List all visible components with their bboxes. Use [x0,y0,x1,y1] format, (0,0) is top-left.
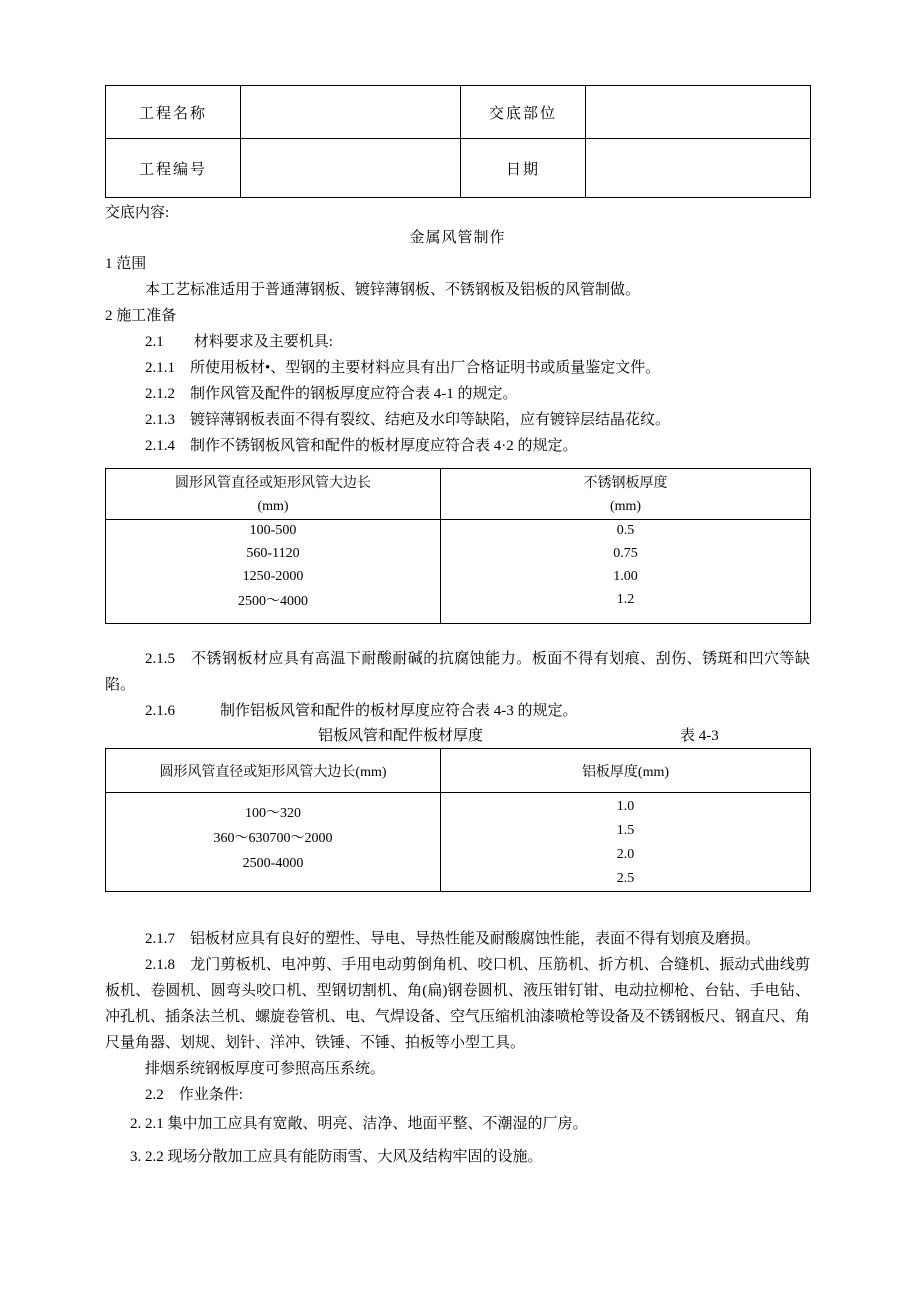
table-row [106,543,811,566]
paragraph-2-1-8: 2.1.8 龙门剪板机、电冲剪、手用电动剪倒角机、咬口机、压筋机、折方机、合缝机、振动式曲线剪板机、卷圆机、圆弯头咬口机、型钢切割机、角(扁)钢卷圆机、液压钳钉钳、电动拉柳枪、台钻、手电钻、冲孔机、插条法兰机、螺旋卷管机、电、气焊设备、空气压缩机油漆喷枪等设备及不锈钢板尺、钢直尺、角尺量角器、划规、划针、洋冲、铁锤、不锤、拍板等小型工具。 [105,957,811,1051]
table-43-caption: 铝板风管和配件板材厚度 [318,728,484,744]
table-cell-thickness: 1.2 [616,592,635,607]
table-cell-value: 1.0 [616,799,635,814]
table-cell-value: 360～630700～2000 [213,831,333,846]
paragraph-2-2-1: 2. 2.1 集中加工应具有宽敞、明亮、洁净、地面平整、不潮湿的厂房。 [130,1116,588,1132]
table-body-row [106,793,811,892]
document-title: 金属风管制作 [409,230,506,246]
project-number-value [241,139,461,198]
paragraph-2-2-2: 3. 2.2 现场分散加工应具有能防雨雪、大风及结构牢固的设施。 [130,1149,543,1165]
table-cell-thickness: 0.5 [616,523,635,539]
t42-col2-title: 不锈钢板厚度 [583,476,668,491]
table-padding-row [106,612,811,624]
table-row [106,589,811,612]
project-name-value [241,86,461,139]
preparation-heading: 2 施工准备 [105,308,177,324]
stainless-steel-thickness-table [105,468,811,624]
t43-col1-values [106,793,441,892]
disclosure-part-value [586,86,811,139]
t42-col1-header [106,469,441,520]
project-name-label: 工程名称 [106,86,241,139]
disclosure-content-label: 交底内容: [105,205,170,221]
scope-text: 本工艺标准适用于普通薄钢板、镀锌薄钢板、不锈钢板及铝板的风管制做。 [145,282,641,298]
table-row [106,566,811,589]
table-cell-diameter: 1250-2000 [106,566,441,589]
paragraph-2-1: 2.1 材料要求及主要机具: [145,334,333,350]
t42-col2-header [441,469,811,520]
t42-col2-unit: (mm) [609,499,642,514]
table-cell-value: 1.5 [616,823,635,838]
table-cell-thickness: 1.00 [613,569,638,584]
paragraph-2-2: 2.2 作业条件: [145,1087,243,1103]
t43-col1-header: 圆形风管直径或矩形风管大边长(mm) [106,749,441,793]
t43-col2-values [441,793,811,892]
paragraph-2-1-7: 2.1.7 铝板材应具有良好的塑性、导电、导热性能及耐酸腐蚀性能，表面不得有划痕及磨损。 [145,931,761,947]
date-value [586,139,811,198]
table-header-row [106,749,811,793]
t42-col1-title: 圆形风管直径或矩形风管大边长 [175,476,371,491]
document-content [105,85,810,1170]
scope-heading: 1 范围 [105,256,147,272]
table-43-number: 表 4-3 [680,728,719,744]
table-cell-diameter: 560-1120 [106,543,441,566]
smoke-system-note: 排烟系统钢板厚度可参照高压系统。 [145,1061,386,1077]
paragraph-2-1-5: 2.1.5 不锈钢板材应具有高温下耐酸耐碱的抗腐蚀能力。板面不得有划痕、刮伤、锈斑和凹穴等缺陷。 [105,651,810,693]
table-header-row [106,469,811,520]
table-cell-value: 100～320 [245,806,301,821]
paragraph-2-1-3: 2.1.3 镀锌薄钢板表面不得有裂纹、结疤及水印等缺陷，应有镀锌层结晶花纹。 [145,412,671,428]
table-cell-value: 2.0 [616,847,635,862]
table-cell-diameter: 2500～4000 [106,589,441,612]
header-table-row [106,86,811,139]
t42-col1-unit: (mm) [257,499,289,514]
project-number-label: 工程编号 [106,139,241,198]
date-label: 日期 [461,139,586,198]
disclosure-part-label: 交底部位 [461,86,586,139]
header-info-table [105,85,811,198]
table-cell-thickness: 0.75 [613,546,638,561]
t43-col2-header: 铝板厚度(mm) [441,749,811,793]
table-row [106,520,811,543]
table-43-caption-row [105,724,810,748]
paragraph-2-1-4: 2.1.4 制作不锈钢板风管和配件的板材厚度应符合表 4·2 的规定。 [145,438,578,454]
table-cell-value: 2.5 [616,871,635,886]
paragraph-2-1-6: 2.1.6 制作铝板风管和配件的板材厚度应符合表 4-3 的规定。 [145,703,578,719]
aluminum-thickness-table [105,748,811,892]
header-table-row [106,139,811,198]
table-cell-diameter: 100-500 [106,520,441,543]
paragraph-2-1-2: 2.1.2 制作风管及配件的钢板厚度应符合表 4-1 的规定。 [145,386,518,402]
paragraph-2-1-1: 2.1.1 所使用板材•、型钢的主要材料应具有出厂合格证明书或质量鉴定文件。 [145,360,661,376]
table-cell-value: 2500-4000 [242,856,304,871]
